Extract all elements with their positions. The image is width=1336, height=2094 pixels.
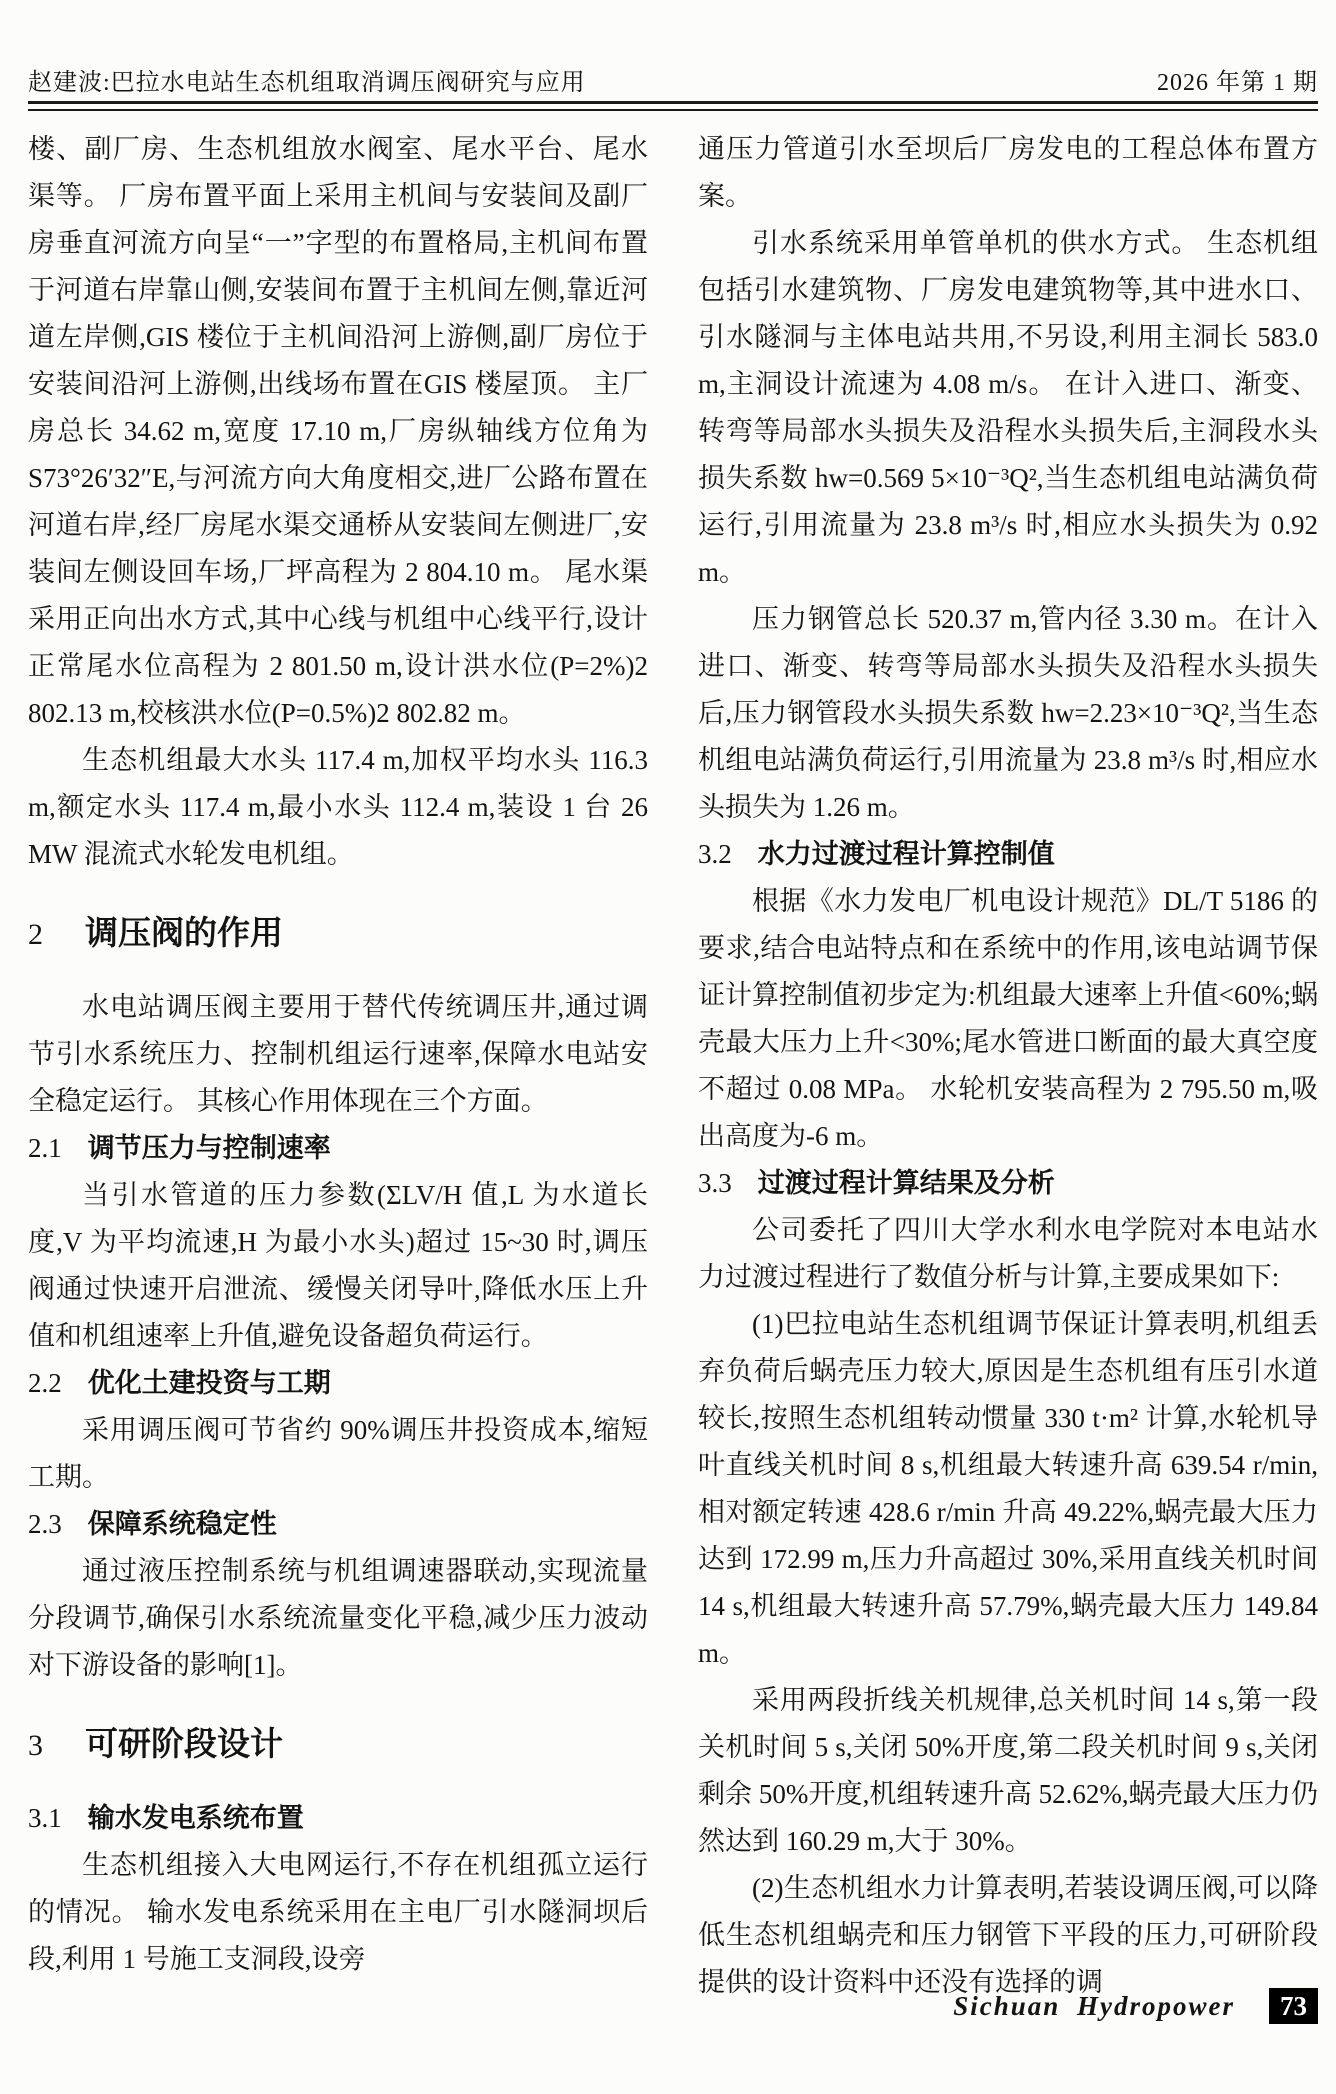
left-column: [28, 126, 648, 2006]
section-heading: [28, 908, 648, 960]
section-heading: [28, 1719, 648, 1771]
paragraph: 通过液压控制系统与机组调速器联动,实现流量分段调节,确保引水系统流量变化平稳,减少压力波动对下游设备的影响[1]。: [28, 1556, 648, 1680]
subsection-heading: [698, 1160, 1318, 1207]
subsection-number: 3.1: [28, 1803, 62, 1833]
section-title: 调压阀的作用: [85, 914, 283, 951]
subsection-title: 优化土建投资与工期: [87, 1368, 331, 1398]
two-column-body: [28, 126, 1318, 2006]
paragraph: 引水系统采用单管单机的供水方式。 生态机组包括引水建筑物、厂房发电建筑物等,其中进水口、引水隧洞与主体电站共用,不另设,利用主洞长 583.0 m,主洞设计流速为 4.08 m/s。 在计入进口、渐变、转弯等局部水头损失及沿程水头损失后,主洞段水头损失系数 hw=0.569 5×10⁻³Q²,当生态机组电站满负荷运行,引用流量为 23.8 m³/s 时,相应水头损失为 0.92 m。: [698, 228, 1318, 587]
paragraph: 压力钢管总长 520.37 m,管内径 3.30 m。在计入进口、渐变、转弯等局部水头损失及沿程水头损失后,压力钢管段水头损失系数 hw=2.23×10⁻³Q²,当生态机组电站满负荷运行,引用流量为 23.8 m³/s 时,相应水头损失为 1.26 m。: [698, 604, 1318, 822]
issue-info: 2026 年第 1 期: [1157, 70, 1318, 96]
footer-journal-name: Sichuan Hydropower: [953, 1990, 1235, 2021]
paragraph: 楼、副厂房、生态机组放水阀室、尾水平台、尾水渠等。 厂房布置平面上采用主机间与安装间及副厂房垂直河流方向呈“一”字型的布置格局,主机间布置于河道右岸靠山侧,安装间布置于主机间左侧,靠近河道左岸侧,GIS 楼位于主机间沿河上游侧,副厂房位于安装间沿河上游侧,出线场布置在GIS 楼屋顶。 主厂房总长 34.62 m,宽度 17.10 m,厂房纵轴线方位角为 S73°26′32″E,与河流方向大角度相交,进厂公路布置在河道右岸,经厂房尾水渠交通桥从安装间左侧进厂,安装间左侧设回车场,厂坪高程为 2 804.10 m。 尾水渠采用正向出水方式,其中心线与机组中心线平行,设计正常尾水位高程为 2 801.50 m,设计洪水位(P=2%)2 802.13 m,校核洪水位(P=0.5%)2 802.82 m。: [28, 134, 648, 728]
paragraph: 公司委托了四川大学水利水电学院对本电站水力过渡过程进行了数值分析与计算,主要成果如下:: [698, 1215, 1318, 1292]
paragraph: 采用调压阀可节省约 90%调压井投资成本,缩短工期。: [28, 1415, 648, 1492]
subsection-heading: [28, 1795, 648, 1842]
paragraph: 根据《水力发电厂机电设计规范》DL/T 5186 的要求,结合电站特点和在系统中的作用,该电站调节保证计算控制值初步定为:机组最大速率上升值<60%;蜗壳最大压力上升<30%;尾水管进口断面的最大真空度不超过 0.08 MPa。 水轮机安装高程为 2 795.50 m,吸出高度为-6 m。: [698, 886, 1318, 1151]
paragraph: 生态机组接入大电网运行,不存在机组孤立运行的情况。 输水发电系统采用在主电厂引水隧洞坝后段,利用 1 号施工支洞段,设旁: [28, 1850, 648, 1974]
footer-page-number: 73: [1269, 1988, 1318, 2024]
subsection-title: 保障系统稳定性: [87, 1509, 277, 1539]
subsection-title: 调节压力与控制速率: [87, 1133, 331, 1163]
paragraph: 采用两段折线关机规律,总关机时间 14 s,第一段关机时间 5 s,关闭 50%开度,第二段关机时间 9 s,关闭剩余 50%开度,机组转速升高 52.62%,蜗壳最大压力仍然达到 160.29 m,大于 30%。: [698, 1685, 1318, 1856]
subsection-number: 2.1: [28, 1133, 62, 1163]
paragraph: (1)巴拉电站生态机组调节保证计算表明,机组丢弃负荷后蜗壳压力较大,原因是生态机组有压引水道较长,按照生态机组转动惯量 330 t·m² 计算,水轮机导叶直线关机时间 8 s,机组最大转速升高 639.54 r/min,相对额定转速 428.6 r/min 升高 49.22%,蜗壳最大压力达到 172.99 m,压力升高超过 30%,采用直线关机时间 14 s,机组最大转速升高 57.79%,蜗壳最大压力 149.84 m。: [698, 1309, 1318, 1668]
paragraph: (2)生态机组水力计算表明,若装设调压阀,可以降低生态机组蜗壳和压力钢管下平段的压力,可研阶段提供的设计资料中还没有选择的调: [698, 1873, 1318, 1997]
subsection-heading: [698, 831, 1318, 878]
subsection-title: 水力过渡过程计算控制值: [757, 839, 1055, 869]
header-rule: [28, 101, 1318, 111]
right-column: [698, 126, 1318, 2006]
page-header: [28, 62, 1318, 97]
subsection-heading: [28, 1501, 648, 1548]
section-title: 可研阶段设计: [85, 1725, 283, 1762]
paragraph: 生态机组最大水头 117.4 m,加权平均水头 116.3 m,额定水头 117.4 m,最小水头 112.4 m,装设 1 台 26 MW 混流式水轮发电机组。: [28, 745, 648, 869]
subsection-number: 3.2: [698, 839, 732, 869]
subsection-heading: [28, 1360, 648, 1407]
paragraph: 通压力管道引水至坝后厂房发电的工程总体布置方案。: [698, 134, 1318, 211]
subsection-number: 3.3: [698, 1168, 732, 1198]
subsection-heading: [28, 1125, 648, 1172]
subsection-number: 2.2: [28, 1368, 62, 1398]
subsection-title: 过渡过程计算结果及分析: [757, 1168, 1055, 1198]
running-title: 赵建波:巴拉水电站生态机组取消调压阀研究与应用: [28, 70, 586, 96]
subsection-number: 2.3: [28, 1509, 62, 1539]
page-footer: [953, 1988, 1318, 2024]
paragraph: 水电站调压阀主要用于替代传统调压井,通过调节引水系统压力、控制机组运行速率,保障水电站安全稳定运行。 其核心作用体现在三个方面。: [28, 992, 648, 1116]
paragraph: 当引水管道的压力参数(ΣLV/H 值,L 为水道长度,V 为平均流速,H 为最小水头)超过 15~30 时,调压阀通过快速开启泄流、缓慢关闭导叶,降低水压上升值和机组速率上升值,避免设备超负荷运行。: [28, 1180, 648, 1351]
section-number: 2: [28, 918, 43, 951]
section-number: 3: [28, 1729, 43, 1762]
subsection-title: 输水发电系统布置: [87, 1803, 304, 1833]
